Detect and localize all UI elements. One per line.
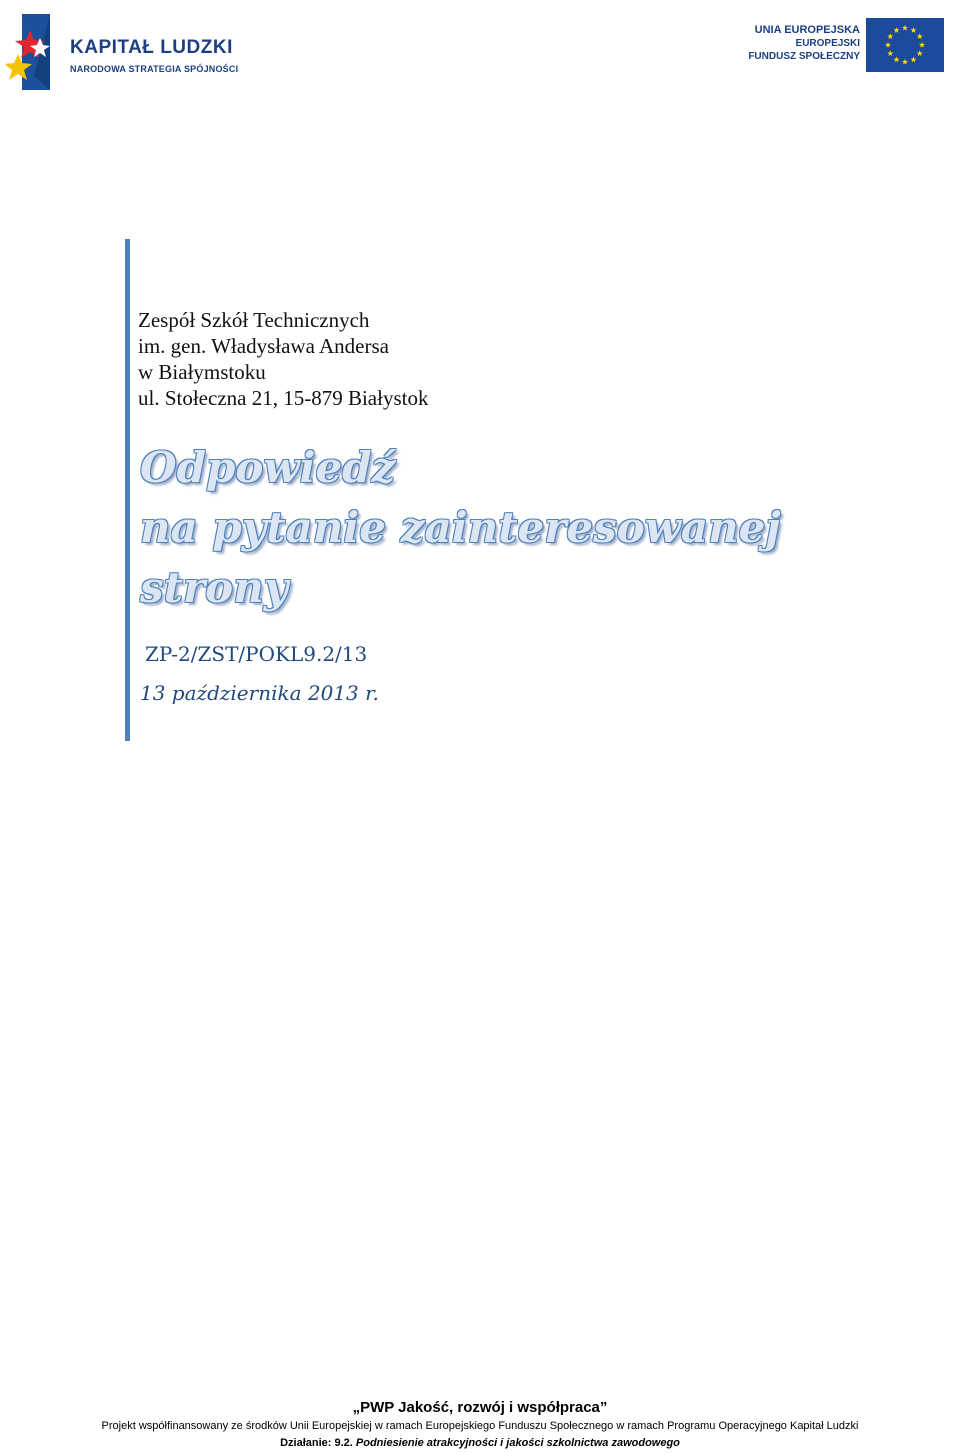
footer-project-note: Projekt współfinansowany ze środków Unii Europejskiej w ramach Europejskiego Funduszu Społecznego w ramach Programu Operacyjnego Kapitał Ludzki — [101, 1420, 859, 1432]
footer-action-label: Działanie: 9.2. — [280, 1437, 353, 1449]
title-line-1: Odpowiedź — [140, 443, 396, 492]
footer-action — [0, 1435, 960, 1452]
eu-logo-text — [748, 23, 860, 63]
footer-title: „PWP Jakość, rozwój i współpraca” — [352, 1399, 608, 1416]
school-address — [138, 307, 428, 411]
kapital-ludzki-subtitle: NARODOWA STRATEGIA SPÓJNOŚCI — [70, 64, 239, 74]
eu-flag-icon — [866, 18, 944, 72]
eu-logo-line-1: UNIA EUROPEJSKA — [754, 24, 860, 36]
page-footer — [0, 1398, 960, 1452]
title-line-3: strony — [140, 563, 289, 612]
address-line-4: ul. Stołeczna 21, 15-879 Białystok — [138, 386, 429, 410]
eu-logo — [748, 18, 948, 74]
address-line-3: w Białymstoku — [138, 360, 266, 384]
document-title — [140, 438, 781, 618]
title-line-2: na pytanie zainteresowanej — [140, 503, 781, 552]
eu-logo-line-2: EUROPEJSKI — [795, 38, 860, 49]
eu-logo-line-3: FUNDUSZ SPOŁECZNY — [748, 51, 860, 62]
kapital-ludzki-logo — [6, 14, 256, 90]
kapital-ludzki-star-icon — [6, 14, 58, 90]
cover-accent-bar — [125, 239, 130, 741]
address-line-1: Zespół Szkół Technicznych — [138, 308, 370, 332]
address-line-2: im. gen. Władysława Andersa — [138, 334, 389, 358]
footer-action-text: Podniesienie atrakcyjności i jakości szkolnictwa zawodowego — [352, 1437, 680, 1449]
document-date: 13 października 2013 r. — [140, 681, 379, 705]
kapital-ludzki-title: KAPITAŁ LUDZKI — [70, 37, 233, 58]
reference-number: ZP-2/ZST/POKL9.2/13 — [145, 642, 368, 666]
